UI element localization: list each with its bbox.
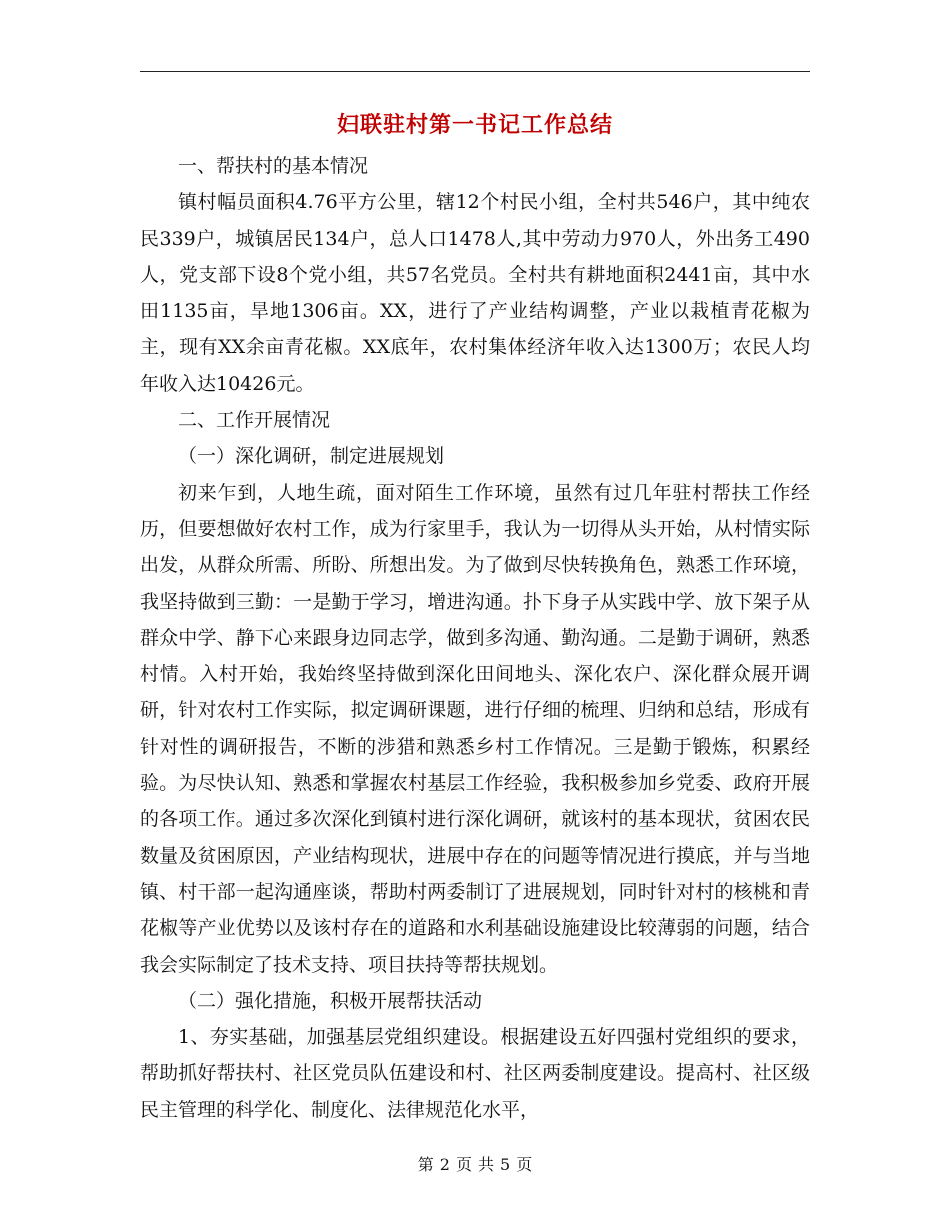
footer-total-pages: 5	[500, 1155, 511, 1174]
paragraph-village-overview: 镇村幅员面积4.76平方公里，辖12个村民小组，全村共546户，其中纯农民339户，城镇居民134户，总人口1478人,其中劳动力970人，外出务工490人，党支部下设8个党小组，共57名党员。全村共有耕地面积2441亩，其中水田1135亩，旱地1306亩。XX，进行了产业结构调整，产业以栽植青花椒为主，现有XX余亩青花椒。XX底年，农村集体经济年收入达1300万；农民人均年收入达10426元。	[140, 191, 810, 395]
header-rule	[140, 71, 810, 72]
section-heading-basic-info: 一、帮扶村的基本情况	[178, 155, 369, 177]
footer-prefix: 第	[417, 1155, 434, 1174]
paragraph-research: 初来乍到，人地生疏，面对陌生工作环境，虽然有过几年驻村帮扶工作经历，但要想做好农村工作，成为行家里手，我认为一切得从头开始，从村情实际出发，从群众所需、所盼、所想出发。为了做到尽快转换角色，熟悉工作环境，我坚持做到三勤：一是勤于学习，增进沟通。扑下身子从实践中学、放下架子从群众中学、静下心来跟身边同志学，做到多沟通、勤沟通。二是勤于调研，熟悉村情。入村开始，我始终坚持做到深化田间地头、深化农户、深化群众展开调研，针对农村工作实际，拟定调研课题，进行仔细的梳理、归纳和总结，形成有针对性的调研报告，不断的涉猎和熟悉乡村工作情况。三是勤于锻炼，积累经验。为尽快认知、熟悉和掌握农村基层工作经验，我积极参加乡党委、政府开展的各项工作。通过多次深化到镇村进行深化调研，就该村的基本现状，贫困农民数量及贫困原因，产业结构现状，进展中存在的问题等情况进行摸底，并与当地镇、村干部一起沟通座谈，帮助村两委制订了进展规划，同时针对村的核桃和青花椒等产业优势以及该村存在的道路和水利基础设施建设比较薄弱的问题，结合我会实际制定了技术支持、项目扶持等帮扶规划。	[140, 481, 810, 976]
subheading-research: （一）深化调研，制定进展规划	[178, 445, 445, 468]
subheading-measures: （二）强化措施，积极开展帮扶活动	[178, 989, 483, 1012]
footer-current-page: 2	[439, 1155, 450, 1174]
footer-suffix: 页	[516, 1155, 533, 1174]
document-body	[140, 148, 810, 1128]
footer-total-word: 共	[478, 1155, 495, 1174]
paragraph-party-building: 1、夯实基础，加强基层党组织建设。根据建设五好四强村党组织的要求，帮助抓好帮扶村、社区党员队伍建设和村、社区两委制度建设。提高村、社区级民主管理的科学化、制度化、法律规范化水平，	[140, 1026, 810, 1121]
footer-page-word: 页	[455, 1155, 472, 1174]
document-title: 妇联驻村第一书记工作总结	[336, 113, 613, 138]
page-footer	[140, 1153, 810, 1177]
section-heading-work: 二、工作开展情况	[178, 409, 331, 432]
